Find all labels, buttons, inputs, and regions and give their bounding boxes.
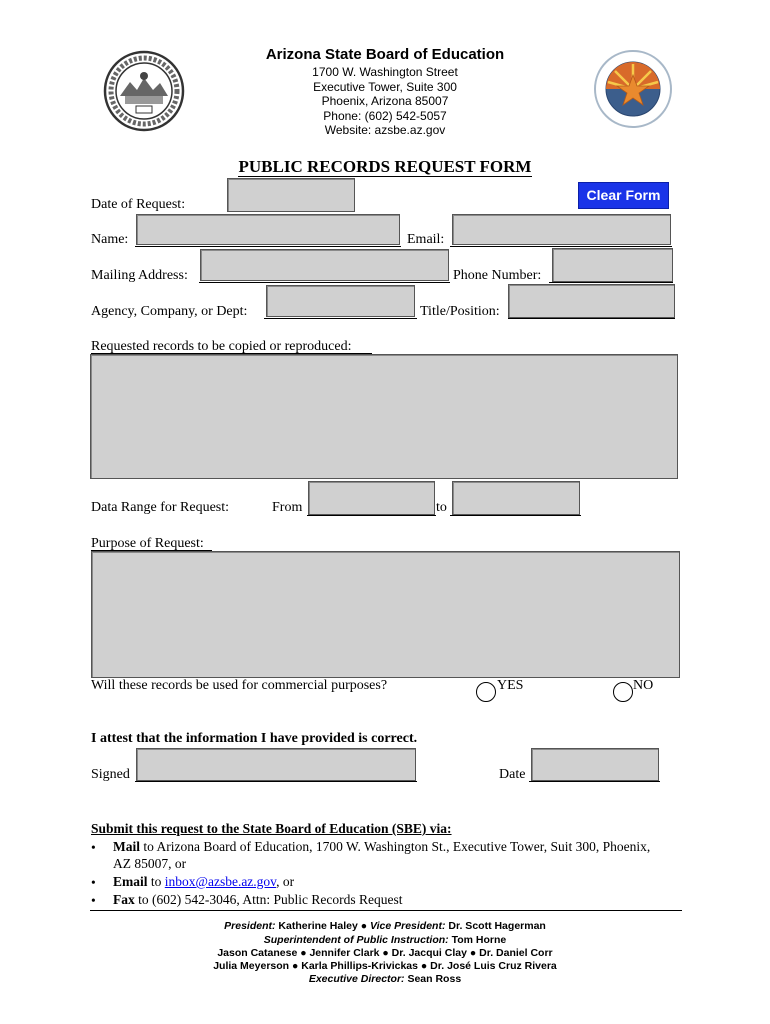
footer-divider xyxy=(90,910,682,911)
submit-email-item: Email to inbox@azsbe.az.gov, or xyxy=(113,874,295,889)
agency-underline xyxy=(264,318,417,319)
footer-executive-line: Executive Director: Sean Ross xyxy=(308,973,462,985)
mailing-address-label: Mailing Address: xyxy=(91,268,188,283)
signed-label: Signed xyxy=(91,767,130,782)
mail-label: Mail xyxy=(113,839,140,854)
address-line-city: Phoenix, Arizona 85007 xyxy=(321,94,449,108)
phone-number-underline xyxy=(549,282,673,283)
email-label: Email: xyxy=(407,232,445,247)
email-method-label: Email xyxy=(113,874,148,889)
organization-name: Arizona State Board of Education xyxy=(265,46,505,63)
mailing-address-underline xyxy=(199,282,450,283)
purpose-textarea[interactable] xyxy=(91,551,680,678)
submit-mail-item xyxy=(113,839,693,855)
attestation-statement: I attest that the information I have provided is correct. xyxy=(91,731,418,746)
submit-mail-item-cont: AZ 85007, or xyxy=(113,856,187,871)
address-line-website: Website: azsbe.az.gov xyxy=(324,123,446,137)
sign-date-field[interactable] xyxy=(531,748,659,781)
commercial-yes-label: YES xyxy=(497,678,524,693)
name-underline xyxy=(135,246,401,247)
bullet-dot-fax: • xyxy=(91,893,96,908)
date-of-request-label: Date of Request: xyxy=(91,197,186,212)
commercial-no-radio[interactable] xyxy=(613,682,633,702)
commercial-question: Will these records be used for commercial purposes? xyxy=(91,678,388,693)
date-range-to-underline xyxy=(450,515,581,516)
form-title: PUBLIC RECORDS REQUEST FORM xyxy=(238,157,532,176)
fax-text: to (602) 542-3046, Attn: Public Records Request xyxy=(134,892,403,907)
name-label: Name: xyxy=(91,232,129,247)
date-range-to-label: to xyxy=(436,500,447,515)
sign-date-label: Date xyxy=(499,767,526,782)
date-range-from-field[interactable] xyxy=(308,481,435,515)
commercial-yes-radio[interactable] xyxy=(476,682,496,702)
footer-members-line-1: Jason Catanese ● Jennifer Clark ● Dr. Jacqui Clay ● Dr. Daniel Corr xyxy=(217,947,553,959)
requested-records-label: Requested records to be copied or reproduced: xyxy=(91,339,352,354)
commercial-no-label: NO xyxy=(633,678,654,693)
date-range-from-underline xyxy=(307,515,436,516)
email-field[interactable] xyxy=(452,214,671,245)
fax-label: Fax xyxy=(113,892,135,907)
agency-field[interactable] xyxy=(266,285,415,317)
name-field[interactable] xyxy=(136,214,400,245)
mailing-address-field[interactable] xyxy=(200,249,449,281)
submit-fax-item xyxy=(113,892,402,908)
footer-superintendent-line: Superintendent of Public Instruction: Tom Horne xyxy=(263,934,507,946)
sign-date-underline xyxy=(529,781,660,782)
date-range-label: Data Range for Request: xyxy=(91,500,230,515)
address-line-suite: Executive Tower, Suite 300 xyxy=(313,80,457,94)
email-address-link[interactable]: inbox@azsbe.az.gov xyxy=(164,874,277,889)
title-position-label: Title/Position: xyxy=(420,304,500,319)
address-line-street: 1700 W. Washington Street xyxy=(312,65,458,79)
agency-label: Agency, Company, or Dept: xyxy=(91,304,248,319)
date-range-to-field[interactable] xyxy=(452,481,580,515)
submit-heading: Submit this request to the State Board of Education (SBE) via: xyxy=(91,821,452,836)
clear-form-button[interactable]: Clear Form xyxy=(578,182,669,209)
signature-field[interactable] xyxy=(136,748,416,781)
mail-text: to Arizona Board of Education, 1700 W. Washington St., Executive Tower, Suit 300, Phoenix, xyxy=(140,839,651,854)
footer-president-line: President: Katherine Haley ● Vice President: Dr. Scott Hagerman xyxy=(224,920,546,932)
bullet-dot-mail: • xyxy=(91,840,96,855)
requested-records-textarea[interactable] xyxy=(90,354,678,479)
title-position-underline xyxy=(508,318,675,319)
phone-number-field[interactable] xyxy=(552,248,673,282)
email-underline xyxy=(450,246,672,247)
address-line-phone: Phone: (602) 542-5057 xyxy=(323,109,447,123)
purpose-label: Purpose of Request: xyxy=(91,536,204,551)
signature-underline xyxy=(135,781,417,782)
bullet-dot-email: • xyxy=(91,875,96,890)
date-of-request-field[interactable] xyxy=(227,178,355,212)
title-position-field[interactable] xyxy=(508,284,675,318)
date-range-from-label: From xyxy=(272,500,303,515)
phone-number-label: Phone Number: xyxy=(453,268,542,283)
footer-members-line-2: Julia Meyerson ● Karla Phillips-Krivickas ● Dr. José Luis Cruz Rivera xyxy=(213,960,557,972)
